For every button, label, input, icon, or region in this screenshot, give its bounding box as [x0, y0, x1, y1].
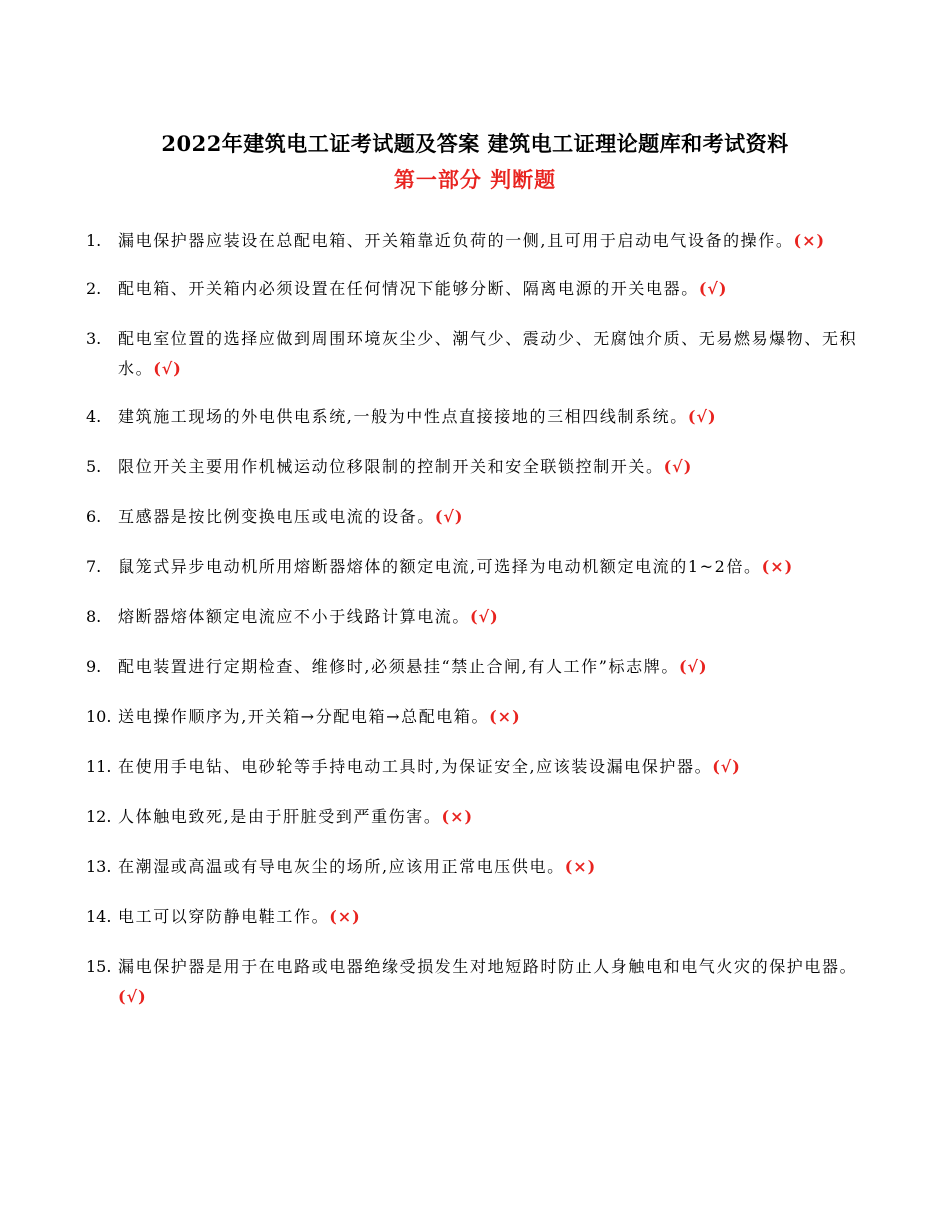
question-number: 8. — [86, 607, 102, 626]
question-text: 在使用手电钻、电砂轮等手持电动工具时,为保证安全,应该装设漏电保护器。 — [118, 757, 713, 776]
answer-mark: (√) — [153, 359, 182, 378]
question-number: 1. — [86, 231, 102, 250]
list-item — [86, 752, 876, 782]
list-item — [86, 802, 876, 832]
question-number: 13. — [86, 857, 112, 876]
answer-mark: (√) — [712, 757, 741, 776]
list-item — [86, 952, 876, 1012]
question-text: 配电箱、开关箱内必须设置在任何情况下能够分断、隔离电源的开关电器。 — [118, 279, 699, 298]
answer-mark: (×) — [564, 857, 597, 876]
question-number: 5. — [86, 457, 102, 476]
question-text: 漏电保护器是用于在电路或电器绝缘受损发生对地短路时防止人身触电和电气火灾的保护电器。 — [118, 957, 858, 976]
question-number: 7. — [86, 557, 102, 576]
question-number: 12. — [86, 807, 112, 826]
question-text: 送电操作顺序为,开关箱→分配电箱→总配电箱。 — [118, 707, 490, 726]
question-text: 鼠笼式异步电动机所用熔断器熔体的额定电流,可选择为电动机额定电流的1~2倍。 — [118, 557, 762, 576]
answer-mark: (×) — [441, 807, 474, 826]
question-text: 配电室位置的选择应做到周围环境灰尘少、潮气少、震动少、无腐蚀介质、无易燃易爆物、无积水。 — [118, 329, 858, 378]
question-text: 在潮湿或高温或有导电灰尘的场所,应该用正常电压供电。 — [118, 857, 565, 876]
question-text: 电工可以穿防静电鞋工作。 — [118, 907, 330, 926]
question-text: 人体触电致死,是由于肝脏受到严重伤害。 — [118, 807, 442, 826]
list-item — [86, 902, 876, 932]
answer-mark: (√) — [663, 457, 693, 476]
question-text: 互感器是按比例变换电压或电流的设备。 — [118, 507, 435, 526]
answer-mark: (√) — [698, 279, 728, 298]
question-number: 11. — [86, 757, 112, 776]
list-item — [86, 502, 876, 532]
answer-mark: (×) — [761, 557, 794, 576]
list-item — [86, 226, 876, 256]
list-item — [86, 324, 876, 384]
question-number: 10. — [86, 707, 112, 726]
list-item — [86, 402, 876, 432]
document-title: 2022年建筑电工证考试题及答案 建筑电工证理论题库和考试资料 — [161, 131, 789, 156]
answer-mark: (√) — [687, 407, 717, 426]
question-text: 限位开关主要用作机械运动位移限制的控制开关和安全联锁控制开关。 — [118, 457, 664, 476]
question-text: 配电装置进行定期检查、维修时,必须悬挂“禁止合闸,有人工作”标志牌。 — [118, 657, 679, 676]
answer-mark: (×) — [329, 907, 361, 926]
list-item — [86, 702, 876, 732]
question-number: 6. — [86, 507, 102, 526]
answer-mark: (√) — [470, 607, 499, 626]
question-number: 9. — [86, 657, 102, 676]
question-text: 熔断器熔体额定电流应不小于线路计算电流。 — [118, 607, 471, 626]
list-item — [86, 274, 876, 304]
list-item — [86, 652, 876, 682]
question-text: 漏电保护器应装设在总配电箱、开关箱靠近负荷的一侧,且可用于启动电气设备的操作。 — [118, 231, 794, 250]
answer-mark: (×) — [793, 231, 826, 250]
answer-mark: (×) — [489, 707, 521, 726]
question-text: 建筑施工现场的外电供电系统,一般为中性点直接接地的三相四线制系统。 — [118, 407, 688, 426]
list-item — [86, 852, 876, 882]
list-item — [86, 452, 876, 482]
section-title: 第一部分 判断题 — [393, 167, 557, 192]
question-number: 14. — [86, 907, 112, 926]
question-number: 2. — [86, 279, 102, 298]
question-number: 15. — [86, 957, 112, 976]
list-item — [86, 602, 876, 632]
question-number: 4. — [86, 407, 102, 426]
list-item — [86, 552, 876, 582]
answer-mark: (√) — [434, 507, 464, 526]
answer-mark: (√) — [118, 987, 147, 1006]
question-number: 3. — [86, 329, 102, 348]
answer-mark: (√) — [678, 657, 708, 676]
question-list — [86, 226, 876, 1030]
